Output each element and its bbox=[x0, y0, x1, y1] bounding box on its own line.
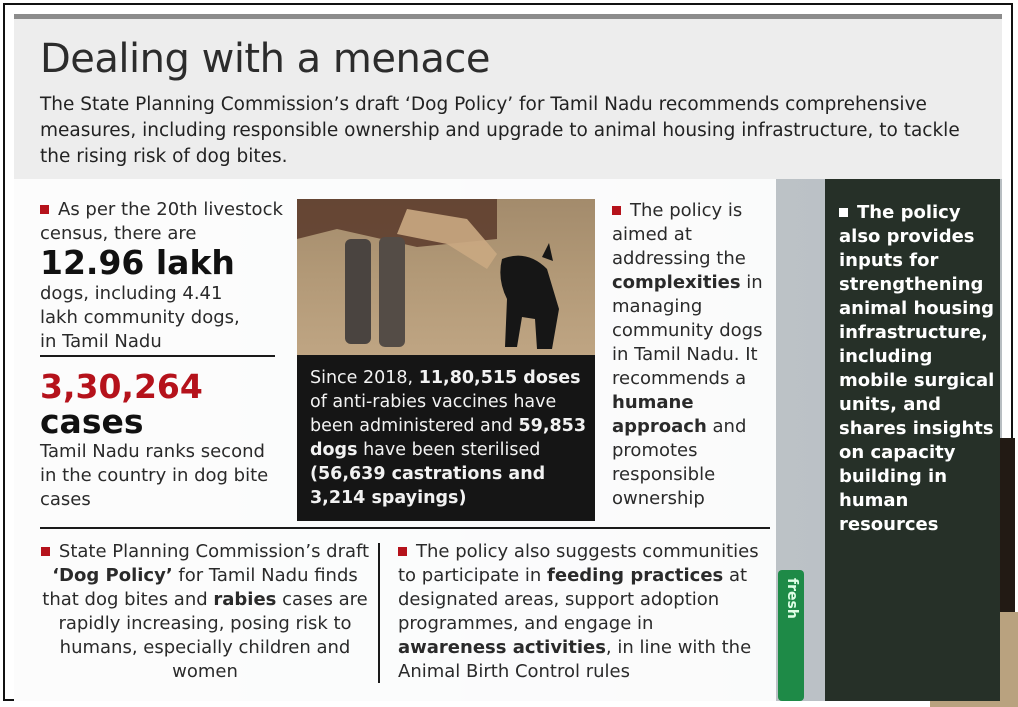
page-title: Dealing with a menace bbox=[40, 36, 490, 82]
policy-provides bbox=[839, 201, 999, 537]
policy-provides-text: The policy also provides inputs for strengthening animal housing infrastructure, including mobile surgical units, and shares insights on capacity building in human resources bbox=[839, 202, 995, 535]
vaccination-text bbox=[310, 366, 590, 510]
cases-number: 3,30,264 bbox=[40, 367, 203, 406]
bullet-icon bbox=[40, 205, 49, 214]
finding-bold-1: ‘Dog Policy’ bbox=[52, 565, 173, 586]
cases-detail: Tamil Nadu ranks second in the country in dog bite cases bbox=[40, 441, 269, 510]
page-subtitle: The State Planning Commission’s draft ‘Dog Policy’ for Tamil Nadu recommends comprehensive measures, including responsible ownership and upgrade to animal housing infrastructure, to tackle the rising risk of dog bites. bbox=[40, 94, 960, 167]
cases-label: cases bbox=[40, 402, 144, 441]
suggests-bold-2: awareness activities bbox=[398, 637, 606, 658]
green-sign-pole bbox=[778, 570, 804, 701]
vaccination-text-1: Since 2018, bbox=[310, 368, 419, 388]
suggests-text-2: at designated areas, support adoption programmes, and engage in bbox=[398, 565, 748, 634]
bullet-icon bbox=[398, 547, 407, 556]
dog-photo bbox=[297, 199, 595, 355]
finding-text-1: State Planning Commission’s draft bbox=[58, 541, 370, 562]
policy-aim-text-1: The policy is aimed at addressing the bbox=[612, 200, 746, 269]
suggests-bold-1: feeding practices bbox=[547, 565, 724, 586]
census-number: 12.96 lakh bbox=[40, 243, 235, 282]
policy-aim-bold-2: humane approach bbox=[612, 392, 707, 437]
census-intro bbox=[40, 198, 290, 246]
sterilisation-breakdown: (56,639 castrations and 3,214 spayings) bbox=[310, 464, 546, 508]
bullet-icon bbox=[41, 547, 50, 556]
divider bbox=[40, 527, 770, 529]
suggests bbox=[398, 540, 766, 684]
policy-aim bbox=[612, 199, 772, 511]
vaccination-text-2: of anti-rabies vaccines have been administered and bbox=[310, 392, 557, 436]
policy-aim-bold-1: complexities bbox=[612, 272, 741, 293]
finding-bold-2: rabies bbox=[213, 589, 277, 610]
vaccination-box bbox=[297, 355, 595, 521]
column-divider bbox=[378, 543, 380, 683]
bullet-icon bbox=[612, 206, 621, 215]
sterilised-count: 59,853 dogs bbox=[310, 416, 587, 460]
policy-provides-box bbox=[825, 179, 1000, 701]
vaccination-text-3: have been sterilised bbox=[357, 440, 541, 460]
bullet-icon bbox=[839, 208, 848, 217]
suggests-text-1: The policy also suggests communities to participate in bbox=[398, 541, 759, 586]
finding-text-2: for Tamil Nadu finds that dog bites and bbox=[42, 565, 358, 610]
divider bbox=[40, 355, 275, 357]
suggests-text-3: , in line with the Animal Birth Control rules bbox=[398, 637, 752, 682]
census-intro-text: As per the 20th livestock census, there are bbox=[40, 199, 283, 244]
doses-count: 11,80,515 doses bbox=[418, 368, 581, 388]
finding bbox=[40, 540, 370, 684]
sign-text: fresh bbox=[784, 578, 800, 619]
policy-aim-text-2: in managing community dogs in Tamil Nadu. It recommends a bbox=[612, 272, 763, 389]
finding-text-3: cases are rapidly increasing, posing risk to humans, especially children and women bbox=[58, 589, 368, 682]
dog-photo-illustration bbox=[297, 199, 595, 355]
policy-aim-text-3: and promotes responsible ownership bbox=[612, 416, 747, 509]
census-detail: dogs, including 4.41 lakh community dogs, in Tamil Nadu bbox=[40, 283, 240, 352]
